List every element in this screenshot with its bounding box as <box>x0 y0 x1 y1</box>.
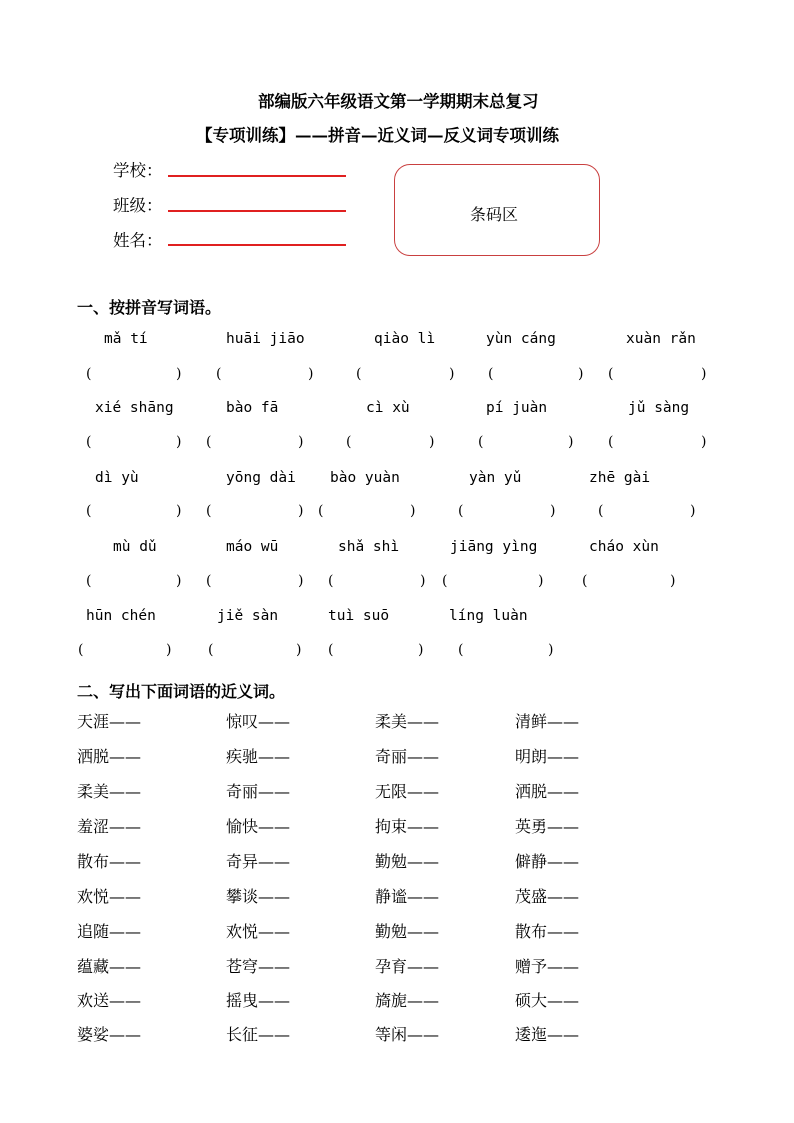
synonym-prompt: 旖旎—— <box>375 991 440 1010</box>
pinyin-prompt: qiào lì <box>374 331 436 347</box>
answer-blank[interactable] <box>216 571 296 593</box>
synonym-prompt: 孕育—— <box>375 957 440 976</box>
synonym-prompt: 奇丽—— <box>375 747 440 766</box>
answer-paren-open: ( <box>86 366 92 382</box>
answer-blank[interactable] <box>96 364 174 386</box>
answer-blank[interactable] <box>226 364 306 386</box>
answer-blank[interactable] <box>328 501 408 523</box>
pinyin-prompt: mǎ tí <box>104 331 148 347</box>
school-field[interactable] <box>168 175 346 177</box>
pinyin-prompt: líng luàn <box>449 608 528 624</box>
synonym-answer-blank[interactable] <box>153 709 213 731</box>
answer-blank[interactable] <box>356 432 427 454</box>
synonym-prompt: 等闲—— <box>375 1025 440 1044</box>
synonym-prompt: 清鲜—— <box>515 712 580 731</box>
pinyin-prompt: bào fā <box>226 400 279 416</box>
synonym-answer-blank[interactable] <box>153 744 213 766</box>
pinyin-prompt: cì xù <box>366 400 410 416</box>
synonym-answer-blank[interactable] <box>451 884 511 906</box>
answer-blank[interactable] <box>96 571 174 593</box>
answer-paren-close: ) <box>429 434 435 450</box>
pinyin-prompt: bào yuàn <box>330 470 400 486</box>
synonym-prompt: 茂盛—— <box>515 887 580 906</box>
answer-paren-open: ( <box>608 366 614 382</box>
pinyin-prompt: jǔ sàng <box>628 400 690 416</box>
synonym-answer-blank[interactable] <box>591 709 651 731</box>
synonym-answer-blank[interactable] <box>302 744 362 766</box>
synonym-answer-blank[interactable] <box>153 814 213 836</box>
synonym-prompt: 拘束—— <box>375 817 440 836</box>
pinyin-prompt: zhē gài <box>589 470 651 486</box>
synonym-answer-blank[interactable] <box>302 1022 362 1044</box>
synonym-prompt: 无限—— <box>375 782 440 801</box>
synonym-answer-blank[interactable] <box>451 814 511 836</box>
synonym-answer-blank[interactable] <box>153 988 213 1010</box>
synonym-answer-blank[interactable] <box>302 988 362 1010</box>
answer-paren-close: ) <box>298 503 304 519</box>
answer-paren-open: ( <box>86 503 92 519</box>
answer-paren-close: ) <box>670 573 676 589</box>
synonym-prompt: 羞涩—— <box>77 817 142 836</box>
answer-paren-open: ( <box>206 503 212 519</box>
synonym-answer-blank[interactable] <box>451 1022 511 1044</box>
synonym-answer-blank[interactable] <box>451 709 511 731</box>
answer-paren-close: ) <box>296 642 302 658</box>
answer-blank[interactable] <box>96 432 174 454</box>
synonym-answer-blank[interactable] <box>451 779 511 801</box>
answer-blank[interactable] <box>338 571 418 593</box>
answer-paren-open: ( <box>206 573 212 589</box>
pinyin-prompt: pí juàn <box>486 400 548 416</box>
synonym-prompt: 洒脱—— <box>515 782 580 801</box>
synonym-answer-blank[interactable] <box>302 954 362 976</box>
answer-paren-open: ( <box>458 642 464 658</box>
answer-blank[interactable] <box>618 364 699 386</box>
answer-blank[interactable] <box>88 640 164 662</box>
synonym-answer-blank[interactable] <box>591 884 651 906</box>
synonym-prompt: 长征—— <box>226 1025 291 1044</box>
synonym-answer-blank[interactable] <box>153 954 213 976</box>
synonym-answer-blank[interactable] <box>591 988 651 1010</box>
page-title: 部编版六年级语文第一学期期末总复习 <box>258 92 539 111</box>
synonym-prompt: 赠予—— <box>515 957 580 976</box>
synonym-answer-blank[interactable] <box>591 954 651 976</box>
answer-paren-open: ( <box>78 642 84 658</box>
synonym-answer-blank[interactable] <box>451 744 511 766</box>
pinyin-prompt: jiě sàn <box>217 608 279 624</box>
synonym-prompt: 攀谈—— <box>226 887 291 906</box>
answer-blank[interactable] <box>338 640 416 662</box>
answer-paren-close: ) <box>568 434 574 450</box>
synonym-prompt: 静谧—— <box>375 887 440 906</box>
answer-paren-open: ( <box>598 503 604 519</box>
pinyin-prompt: xié shāng <box>95 400 174 416</box>
pinyin-prompt: hūn chén <box>86 608 156 624</box>
pinyin-prompt: yōng dài <box>226 470 296 486</box>
synonym-prompt: 欢送—— <box>77 991 142 1010</box>
synonym-answer-blank[interactable] <box>153 779 213 801</box>
synonym-answer-blank[interactable] <box>302 709 362 731</box>
answer-paren-open: ( <box>86 434 92 450</box>
answer-blank[interactable] <box>366 364 447 386</box>
answer-paren-open: ( <box>208 642 214 658</box>
section2-heading: 二、写出下面词语的近义词。 <box>77 682 286 701</box>
answer-paren-close: ) <box>298 434 304 450</box>
synonym-answer-blank[interactable] <box>591 779 651 801</box>
pinyin-prompt: cháo xùn <box>589 539 659 555</box>
synonym-answer-blank[interactable] <box>153 849 213 871</box>
section1-heading: 一、按拼音写词语。 <box>77 298 222 317</box>
synonym-prompt: 婆娑—— <box>77 1025 142 1044</box>
synonym-prompt: 欢悦—— <box>226 922 291 941</box>
synonym-answer-blank[interactable] <box>302 814 362 836</box>
synonym-answer-blank[interactable] <box>302 919 362 941</box>
synonym-prompt: 逶迤—— <box>515 1025 580 1044</box>
synonym-prompt: 苍穹—— <box>226 957 291 976</box>
synonym-answer-blank[interactable] <box>591 919 651 941</box>
answer-paren-open: ( <box>608 434 614 450</box>
answer-paren-open: ( <box>582 573 588 589</box>
synonym-prompt: 蕴藏—— <box>77 957 142 976</box>
synonym-prompt: 英勇—— <box>515 817 580 836</box>
answer-paren-close: ) <box>418 642 424 658</box>
synonym-answer-blank[interactable] <box>153 1022 213 1044</box>
answer-paren-close: ) <box>298 573 304 589</box>
synonym-prompt: 硕大—— <box>515 991 580 1010</box>
barcode-label: 条码区 <box>470 205 519 224</box>
pinyin-prompt: dì yù <box>95 470 139 486</box>
answer-blank[interactable] <box>452 571 536 593</box>
synonym-prompt: 明朗—— <box>515 747 580 766</box>
synonym-prompt: 散布—— <box>515 922 580 941</box>
pinyin-prompt: yàn yǔ <box>469 470 522 486</box>
pinyin-prompt: xuàn rǎn <box>626 331 696 347</box>
synonym-answer-blank[interactable] <box>302 779 362 801</box>
answer-blank[interactable] <box>592 571 668 593</box>
synonym-prompt: 勤勉—— <box>375 922 440 941</box>
synonym-answer-blank[interactable] <box>451 954 511 976</box>
pinyin-prompt: jiāng yìng <box>450 539 538 555</box>
pinyin-prompt: tuì suō <box>328 608 390 624</box>
synonym-answer-blank[interactable] <box>451 919 511 941</box>
synonym-prompt: 僻静—— <box>515 852 580 871</box>
answer-paren-open: ( <box>346 434 352 450</box>
synonym-answer-blank[interactable] <box>153 884 213 906</box>
answer-blank[interactable] <box>498 364 576 386</box>
answer-blank[interactable] <box>608 501 688 523</box>
pinyin-prompt: mù dǔ <box>113 539 157 555</box>
answer-paren-close: ) <box>166 642 172 658</box>
name-field[interactable] <box>168 244 346 246</box>
synonym-prompt: 愉快—— <box>226 817 291 836</box>
answer-paren-open: ( <box>86 573 92 589</box>
answer-blank[interactable] <box>488 432 566 454</box>
answer-paren-open: ( <box>328 573 334 589</box>
answer-paren-open: ( <box>442 573 448 589</box>
answer-blank[interactable] <box>468 501 548 523</box>
synonym-prompt: 柔美—— <box>375 712 440 731</box>
synonym-answer-blank[interactable] <box>302 884 362 906</box>
answer-blank[interactable] <box>216 501 296 523</box>
answer-paren-close: ) <box>420 573 426 589</box>
school-label: 学校： <box>113 161 163 180</box>
synonym-prompt: 柔美—— <box>77 782 142 801</box>
synonym-answer-blank[interactable] <box>451 849 511 871</box>
synonym-prompt: 疾驰—— <box>226 747 291 766</box>
class-field[interactable] <box>168 210 346 212</box>
synonym-answer-blank[interactable] <box>591 1022 651 1044</box>
answer-paren-close: ) <box>308 366 314 382</box>
class-label: 班级： <box>113 196 163 215</box>
answer-paren-close: ) <box>548 642 554 658</box>
answer-paren-close: ) <box>701 434 707 450</box>
answer-paren-open: ( <box>356 366 362 382</box>
synonym-answer-blank[interactable] <box>591 814 651 836</box>
synonym-answer-blank[interactable] <box>591 849 651 871</box>
synonym-prompt: 奇异—— <box>226 852 291 871</box>
answer-blank[interactable] <box>618 432 699 454</box>
answer-blank[interactable] <box>218 640 294 662</box>
synonym-answer-blank[interactable] <box>302 849 362 871</box>
answer-blank[interactable] <box>96 501 174 523</box>
answer-paren-close: ) <box>176 573 182 589</box>
name-label: 姓名： <box>113 231 163 250</box>
answer-paren-open: ( <box>206 434 212 450</box>
answer-paren-close: ) <box>410 503 416 519</box>
answer-paren-close: ) <box>176 503 182 519</box>
answer-paren-close: ) <box>538 573 544 589</box>
answer-paren-close: ) <box>176 434 182 450</box>
answer-paren-open: ( <box>488 366 494 382</box>
answer-paren-close: ) <box>176 366 182 382</box>
synonym-prompt: 散布—— <box>77 852 142 871</box>
answer-blank[interactable] <box>468 640 546 662</box>
synonym-prompt: 天涯—— <box>77 712 142 731</box>
page-subtitle: 【专项训练】——拼音—近义词—反义词专项训练 <box>196 126 559 145</box>
answer-paren-open: ( <box>318 503 324 519</box>
answer-paren-open: ( <box>478 434 484 450</box>
answer-paren-close: ) <box>449 366 455 382</box>
answer-paren-close: ) <box>578 366 584 382</box>
synonym-answer-blank[interactable] <box>451 988 511 1010</box>
pinyin-prompt: shǎ shì <box>338 539 400 555</box>
pinyin-prompt: yùn cáng <box>486 331 556 347</box>
pinyin-prompt: máo wū <box>226 539 279 555</box>
answer-paren-open: ( <box>328 642 334 658</box>
synonym-prompt: 摇曳—— <box>226 991 291 1010</box>
answer-paren-open: ( <box>216 366 222 382</box>
synonym-answer-blank[interactable] <box>591 744 651 766</box>
answer-paren-open: ( <box>458 503 464 519</box>
synonym-prompt: 惊叹—— <box>226 712 291 731</box>
answer-blank[interactable] <box>216 432 296 454</box>
synonym-prompt: 欢悦—— <box>77 887 142 906</box>
synonym-prompt: 追随—— <box>77 922 142 941</box>
synonym-prompt: 勤勉—— <box>375 852 440 871</box>
synonym-prompt: 洒脱—— <box>77 747 142 766</box>
answer-paren-close: ) <box>701 366 707 382</box>
answer-paren-close: ) <box>690 503 696 519</box>
answer-paren-close: ) <box>550 503 556 519</box>
synonym-answer-blank[interactable] <box>153 919 213 941</box>
synonym-prompt: 奇丽—— <box>226 782 291 801</box>
pinyin-prompt: huāi jiāo <box>226 331 305 347</box>
